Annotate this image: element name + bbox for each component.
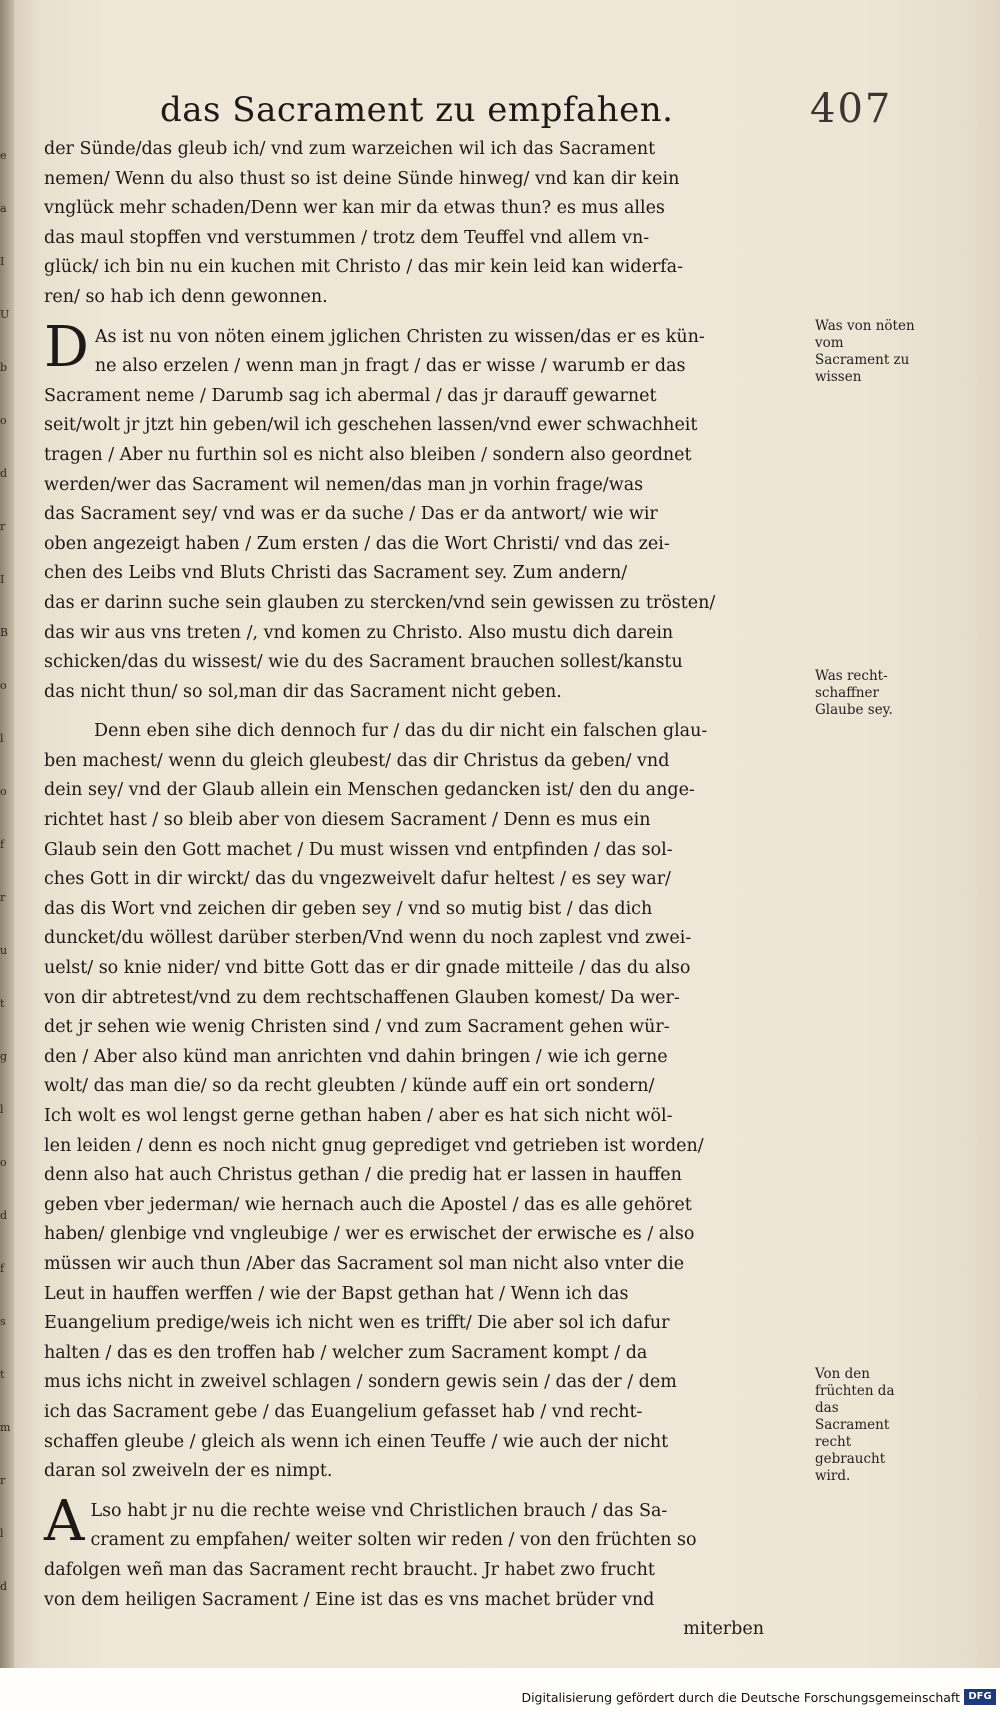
gutter-fragment: u xyxy=(0,945,8,957)
text-line: Leut in hauffen werffen / wie der Bapst gethan hat / Wenn ich das xyxy=(44,1283,629,1304)
gutter-fragment: l xyxy=(0,733,4,745)
gutter-fragment: U xyxy=(0,309,10,321)
sidenote-3: Von den früchten da das Sacrament recht gebraucht wird. xyxy=(815,1366,895,1484)
text-line: ren/ so hab ich denn gewonnen. xyxy=(44,286,328,307)
text-line: wolt/ das man die/ so da recht gleubten / künde auff ein ort sondern/ xyxy=(44,1076,655,1097)
text-line: Lso habt jr nu die rechte weise vnd Christlichen brauch / das Sa- xyxy=(90,1500,668,1521)
text-line: ne also erzelen / wenn man jn fragt / das er wisse / warumb er das xyxy=(94,356,686,377)
gutter-fragment: r xyxy=(0,521,6,533)
text-line: glück/ ich bin nu ein kuchen mit Christo / das mir kein leid kan widerfa- xyxy=(44,257,684,278)
sidenote-1: Was von nöten vom Sacrament zu wissen xyxy=(815,318,915,385)
sidenote-2: Was recht-schaffner Glaube sey. xyxy=(815,668,893,718)
gutter-fragment: b xyxy=(0,362,8,374)
text-line: das maul stopffen vnd verstummen / trotz dem Teuffel vnd allem vn- xyxy=(44,227,650,248)
text-line: Denn eben sihe dich dennoch fur / das du dir nicht ein falschen glau- xyxy=(94,721,708,742)
body-text xyxy=(44,135,814,1655)
text-line: ches Gott in dir wirckt/ das du vngezweivelt dafur heltest / es sey war/ xyxy=(44,869,671,890)
gutter-fragment: I xyxy=(0,574,5,586)
text-line: vnglück mehr schaden/Denn wer kan mir da etwas thun? es mus alles xyxy=(44,198,665,219)
text-line: oben angezeigt haben / Zum ersten / das die Wort Christi/ vnd das zei- xyxy=(44,533,670,554)
paragraph-2 xyxy=(44,314,814,708)
text-line: von dem heiligen Sacrament / Eine ist das es vns machet brüder vnd xyxy=(44,1589,655,1610)
paragraph-4 xyxy=(44,1488,814,1645)
text-line: werden/wer das Sacrament wil nemen/das man jn vorhin frage/was xyxy=(44,474,644,495)
text-line: tragen / Aber nu furthin sol es nicht also bleiben / sondern also geordnet xyxy=(44,444,692,465)
dfg-logo: DFG xyxy=(964,1689,996,1705)
text-line: halten / das es den troffen hab / welcher zum Sacrament kompt / da xyxy=(44,1342,648,1363)
text-line: richtet hast / so bleib aber von diesem Sacrament / Denn es mus ein xyxy=(44,810,651,831)
text-line: das wir aus vns treten /, vnd komen zu Christo. Also mustu dich darein xyxy=(44,622,674,643)
text-line: den / Aber also künd man anrichten vnd dahin bringen / wie ich gerne xyxy=(44,1046,668,1067)
text-line: müssen wir auch thun /Aber das Sacrament sol man nicht also vnter die xyxy=(44,1253,685,1274)
text-line: dafolgen weñ man das Sacrament recht braucht. Jr habet zwo frucht xyxy=(44,1559,655,1580)
text-line: schaffen gleube / gleich als wenn ich einen Teuffe / wie auch der nicht xyxy=(44,1431,669,1452)
text-line: duncket/du wöllest darüber sterben/Vnd wenn du noch zaplest vnd zwei- xyxy=(44,928,692,949)
text-line: der Sünde/das gleub ich/ vnd zum warzeichen wil ich das Sacrament xyxy=(44,139,656,159)
running-head: das Sacrament zu empfahen. xyxy=(160,90,674,130)
text-line: das Sacrament sey/ vnd was er da suche / Das er da antwort/ wie wir xyxy=(44,504,658,525)
gutter-fragment: e xyxy=(0,150,7,162)
gutter-fragment: o xyxy=(0,680,7,692)
text-line: seit/wolt jr jtzt hin geben/wil ich geschehen lassen/vnd ewer schwachheit xyxy=(44,415,698,436)
drop-capital: A xyxy=(44,1488,85,1554)
text-line: nemen/ Wenn du also thust so ist deine Sünde hinweg/ vnd kan dir kein xyxy=(44,168,680,189)
gutter-fragment: o xyxy=(0,1157,7,1169)
text-line: det jr sehen wie wenig Christen sind / vnd zum Sacrament gehen wür- xyxy=(44,1017,670,1038)
gutter-fragment: m xyxy=(0,1422,11,1434)
text-line: denn also hat auch Christus gethan / die predig hat er lassen in hauffen xyxy=(44,1165,682,1186)
paragraph-3 xyxy=(44,717,814,1486)
text-line: uelst/ so knie nider/ vnd bitte Gott das er dir gnade mitteile / das du also xyxy=(44,958,691,979)
text-line: As ist nu von nöten einem jglichen Christen zu wissen/das er es kün- xyxy=(94,326,705,347)
book-binding-edge xyxy=(0,0,14,1668)
gutter-fragment: d xyxy=(0,468,8,480)
gutter-fragment: t xyxy=(0,1369,5,1381)
text-line: Euangelium predige/weis ich nicht wen es trifft/ Die aber sol ich dafur xyxy=(44,1313,670,1334)
text-line: das er darinn suche sein glauben zu stercken/vnd sein gewissen zu trösten/ xyxy=(44,592,716,613)
text-line: dein sey/ vnd der Glaub allein ein Menschen gedancken ist/ den du ange- xyxy=(44,780,695,801)
text-line: Sacrament neme / Darumb sag ich abermal / das jr darauff gewarnet xyxy=(44,385,657,406)
footer xyxy=(0,1668,1000,1715)
gutter-fragment: t xyxy=(0,998,5,1010)
text-line: daran sol zweiveln der es nimpt. xyxy=(44,1461,333,1482)
digitization-credit: Digitalisierung gefördert durch die Deutsche Forschungsgemeinschaft xyxy=(521,1690,960,1705)
gutter-fragment: r xyxy=(0,1475,6,1487)
gutter-fragment: l xyxy=(0,1104,4,1116)
gutter-fragment: g xyxy=(0,1051,8,1063)
paragraph-1 xyxy=(44,135,814,313)
drop-capital: D xyxy=(44,314,89,380)
text-line: schicken/das du wissest/ wie du des Sacrament brauchen sollest/kanstu xyxy=(44,652,683,673)
gutter-fragment: o xyxy=(0,415,7,427)
text-line: geben vber jederman/ wie hernach auch die Apostel / das es alle gehöret xyxy=(44,1194,692,1215)
gutter-fragment: l xyxy=(0,1528,4,1540)
gutter-fragment: s xyxy=(0,1316,6,1328)
page-number: 407 xyxy=(810,86,893,132)
gutter-fragment: f xyxy=(0,1263,5,1275)
gutter-fragment: B xyxy=(0,627,9,639)
gutter-fragment: f xyxy=(0,839,5,851)
text-line: len leiden / denn es noch nicht gnug geprediget vnd getrieben ist worden/ xyxy=(44,1135,704,1156)
gutter-fragment: r xyxy=(0,892,6,904)
gutter-fragment: I xyxy=(0,256,5,268)
text-line: ich das Sacrament gebe / das Euangelium gefasset hab / vnd recht- xyxy=(44,1401,643,1422)
text-line: crament zu empfahen/ weiter solten wir reden / von den früchten so xyxy=(90,1530,697,1551)
catchword: miterben xyxy=(683,1619,764,1640)
gutter-fragment: o xyxy=(0,786,7,798)
text-line: das nicht thun/ so sol,man dir das Sacrament nicht geben. xyxy=(44,681,562,702)
text-line: haben/ glenbige vnd vngleubige / wer es erwischet der erwische es / also xyxy=(44,1224,695,1245)
text-line: Ich wolt es wol lengst gerne gethan haben / aber es hat sich nicht wöl- xyxy=(44,1106,673,1126)
text-line: von dir abtretest/vnd zu dem rechtschaffenen Glauben komest/ Da wer- xyxy=(44,987,680,1008)
text-line: ben machest/ wenn du gleich gleubest/ das dir Christus da geben/ vnd xyxy=(44,750,670,771)
text-line: Glaub sein den Gott machet / Du must wissen vnd entpfinden / das sol- xyxy=(44,839,673,860)
text-line: mus ichs nicht in zweivel schlagen / sondern gewis sein / das der / dem xyxy=(44,1372,677,1393)
gutter-fragment: d xyxy=(0,1581,8,1593)
gutter-fragment: d xyxy=(0,1210,8,1222)
text-line: das dis Wort vnd zeichen dir geben sey / vnd so mutig bist / das dich xyxy=(44,898,653,919)
text-line: chen des Leibs vnd Bluts Christi das Sacrament sey. Zum andern/ xyxy=(44,563,628,584)
gutter-fragment: a xyxy=(0,203,7,215)
